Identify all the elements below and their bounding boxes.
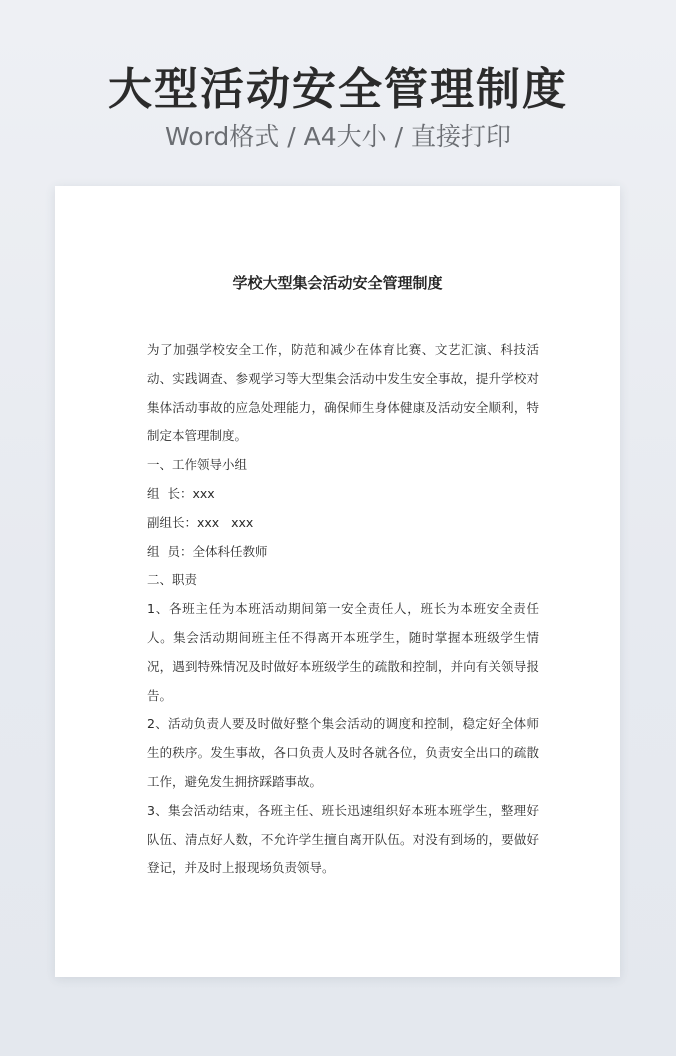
banner-subtitle: Word格式 / A4大小 / 直接打印	[165, 122, 511, 151]
deputy-leader-line: 副组长：xxx xxx	[147, 514, 254, 530]
duty-item-3: 3、集会活动结束，各班主任、班长迅速组织好本班本班学生，整理好队伍、清点好人数，不允许学生擅自离开队伍。对没有到场的，要做好登记，并及时上报现场负责领导。	[147, 802, 539, 876]
section-heading-duties: 二、职责	[147, 572, 198, 588]
duty-item-2: 2、活动负责人要及时做好整个集会活动的调度和控制，稳定好全体师生的秩序。发生事故，各口负责人及时各就各位，负责安全出口的疏散工作，避免发生拥挤踩踏事故。	[147, 716, 539, 789]
duty-item-1: 1、各班主任为本班活动期间第一安全责任人，班长为本班安全责任人。集会活动期间班主任不得离开本班学生，随时掌握本班级学生情况，遇到特殊情况及时做好本班级学生的疏散和控制，并向有关领导报告。	[147, 601, 539, 703]
group-members-line: 组 员：全体科任教师	[147, 543, 268, 559]
document-page	[55, 186, 620, 977]
document-body	[147, 336, 539, 883]
section-heading-leadership-group: 一、工作领导小组	[147, 457, 248, 473]
document-title: 学校大型集会活动安全管理制度	[232, 274, 443, 292]
intro-paragraph: 为了加强学校安全工作，防范和减少在体育比赛、文艺汇演、科技活动、实践调查、参观学习等大型集会活动中发生安全事故，提升学校对集体活动事故的应急处理能力，确保师生身体健康及活动安全顺利，特制定本管理制度。	[147, 342, 539, 444]
group-leader-line: 组 长：xxx	[147, 485, 215, 501]
banner-title: 大型活动安全管理制度	[108, 64, 568, 115]
